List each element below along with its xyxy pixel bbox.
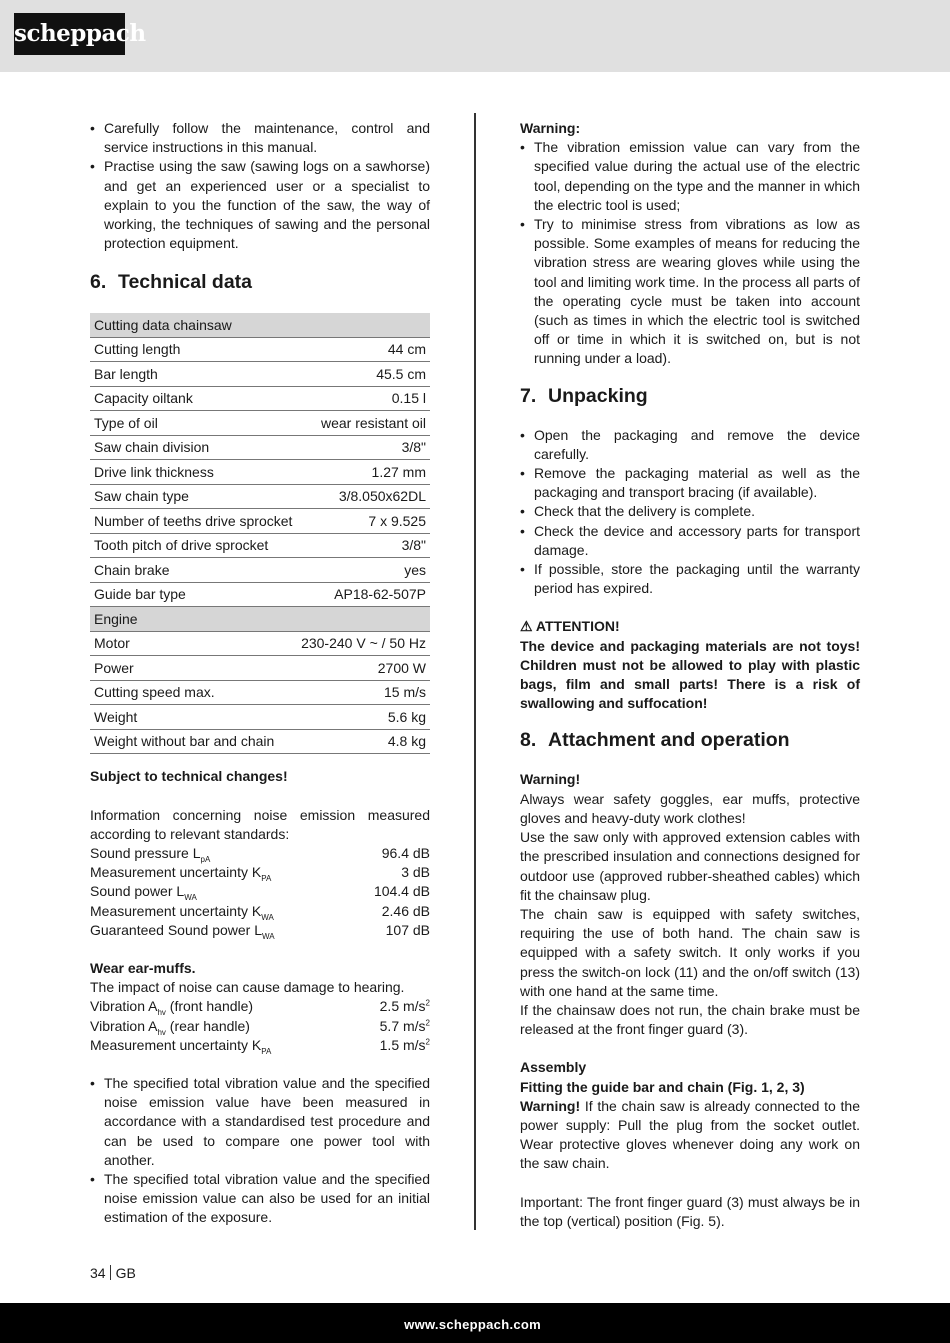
- brand-logo: scheppach: [14, 13, 125, 55]
- table-group-header: Cutting data chainsaw: [90, 313, 430, 337]
- ear-text: The impact of noise can cause damage to hearing.: [90, 979, 405, 996]
- table-cell-value: 3/8": [297, 533, 430, 558]
- table-row: [90, 558, 430, 583]
- table-cell-label: Cutting length: [90, 337, 297, 362]
- table-cell-value: 15 m/s: [297, 680, 430, 705]
- table-cell-label: Power: [90, 656, 297, 681]
- table-cell-value: 4.8 kg: [297, 729, 430, 754]
- warning2-label: Warning!: [520, 771, 581, 788]
- section-heading-attachment: 8. Attachment and operation: [520, 729, 790, 752]
- attention-label: ⚠ ATTENTION!: [520, 618, 620, 635]
- value-amount: 96.4 dB: [381, 845, 430, 862]
- list-item: • Practise using the saw (sawing logs on a sawhorse) and get an experienced user or a specialist to explain to you the function of the saw, the way of working, the techniques of sawing and the personal protection equipment.: [90, 157, 430, 253]
- table-cell-label: Type of oil: [90, 411, 297, 436]
- table-row: [90, 729, 430, 754]
- table-cell-value: 44 cm: [297, 337, 430, 362]
- value-row: [90, 921, 430, 940]
- column-divider: [474, 113, 476, 1230]
- list-item: • Check the device and accessory parts for transport damage.: [520, 522, 860, 560]
- value-label: Measurement uncertainty $K_{PA}$: [90, 864, 272, 884]
- table-cell-value: 7 x 9.525: [297, 509, 430, 534]
- paragraph: Use the saw only with approved extension cables with the prescribed insulation and connections designed for outdoor use (approved rubber-sheathed cables) which fit the chainsaw plug.: [520, 829, 860, 903]
- paragraph: Always wear safety goggles, ear muffs, protective gloves and heavy-duty work clothes!: [520, 790, 860, 826]
- list-item: • The specified total vibration value and the specified noise emission value can also be used for an initial estimation of the exposure.: [90, 1170, 430, 1228]
- table-cell-label: Drive link thickness: [90, 460, 297, 485]
- table-cell-label: Weight: [90, 705, 297, 730]
- list-item: • The specified total vibration value and the specified noise emission value have been measured in accordance with a standardised test procedure and can be used to compare one power tool with another.: [90, 1074, 430, 1170]
- list-item: • If possible, store the packaging until the warranty period has expired.: [520, 560, 860, 598]
- ear-heading: Wear ear-muffs.: [90, 960, 196, 977]
- footer-bar: [0, 1303, 950, 1343]
- list-item: • The vibration emission value can vary from the specified value during the actual use of the electric tool, depending on the type and the manner in which the electric tool is used;: [520, 138, 860, 215]
- table-cell-value: 5.6 kg: [297, 705, 430, 730]
- intro-list: [90, 119, 430, 253]
- list-item: • Try to minimise stress from vibrations as low as possible. Some examples of means for reducing the vibration stress are wearing gloves while using the tool and limiting work time. In the process all parts of the operating cycle must be taken into account (such as times in which the electric tool is switched off or time in which it is switched on, but is not running under a load).: [520, 215, 860, 369]
- table-cell-label: Saw chain division: [90, 435, 297, 460]
- table-cell-label: Motor: [90, 631, 297, 656]
- table-cell-value: 230-240 V ~ / 50 Hz: [297, 631, 430, 656]
- value-row: [90, 902, 430, 921]
- table-row: [90, 460, 430, 485]
- section-heading-technical-data: 6. Technical data: [90, 271, 253, 294]
- value-label: Measurement uncertainty $K_{PA}$: [90, 1036, 272, 1056]
- website-link[interactable]: www.scheppach.com: [404, 1317, 541, 1332]
- value-label: Measurement uncertainty $K_{WA}$: [90, 902, 274, 922]
- table-cell-value: 3/8.050x62DL: [297, 484, 430, 509]
- table-cell-value: 1.27 mm: [297, 460, 430, 485]
- table-cell-label: Saw chain type: [90, 484, 297, 509]
- table-row: [90, 386, 430, 411]
- table-cell-label: Tooth pitch of drive sprocket: [90, 533, 297, 558]
- value-label: Vibration $A_{hv}$ (front handle): [90, 998, 254, 1018]
- table-cell-label: Chain brake: [90, 558, 297, 583]
- attention-text: The device and packaging materials are not toys! Children must not be allowed to play with plastic bags, film and small parts! There is a risk of swallowing and suffocation!: [520, 637, 860, 712]
- list-item: • Check that the delivery is complete.: [520, 502, 860, 521]
- table-cell-value: AP18-62-507P: [297, 582, 430, 607]
- table-row: [90, 656, 430, 681]
- table-row: [90, 411, 430, 436]
- table-cell-value: 0.15 l: [297, 386, 430, 411]
- table-cell-label: Bar length: [90, 362, 297, 387]
- table-row: [90, 680, 430, 705]
- list-item: • Open the packaging and remove the device carefully.: [520, 426, 860, 464]
- table-cell-label: Guide bar type: [90, 582, 297, 607]
- list-item: • Carefully follow the maintenance, control and service instructions in this manual.: [90, 119, 430, 157]
- value-label: Guaranteed Sound power $L_{WA}$: [90, 921, 275, 941]
- value-amount: 5.7 $m/s^2$: [379, 1017, 430, 1034]
- value-row: [90, 863, 430, 882]
- value-row: [90, 844, 430, 863]
- unpack-list: [520, 426, 860, 599]
- table-cell-value: 45.5 cm: [297, 362, 430, 387]
- table-row: [90, 484, 430, 509]
- list-item: • Remove the packaging material as well as the packaging and transport bracing (if available).: [520, 464, 860, 502]
- table-row: [90, 631, 430, 656]
- fitting-label: Fitting the guide bar and chain (Fig. 1, 2, 3): [520, 1078, 805, 1095]
- value-amount: 104.4 dB: [373, 883, 430, 900]
- value-amount: 3 dB: [401, 864, 430, 881]
- table-group-header: Engine: [90, 607, 430, 632]
- table-cell-label: Capacity oiltank: [90, 386, 297, 411]
- value-amount: 1.5 $m/s^2$: [379, 1036, 430, 1053]
- warning-label: Warning:: [520, 120, 581, 136]
- assembly-label: Assembly: [520, 1059, 587, 1076]
- table-cell-value: 3/8": [297, 435, 430, 460]
- page-number: 34 GB: [90, 1265, 136, 1281]
- value-row: [90, 997, 430, 1016]
- table-cell-label: Weight without bar and chain: [90, 729, 297, 754]
- right-column: [520, 119, 860, 1231]
- left-column: [90, 119, 430, 1228]
- fitting-warning: Warning! If the chain saw is already connected to the power supply: Pull the plug from the socket outlet. Wear protective gloves whenever doing any work on the saw chain.: [520, 1097, 860, 1172]
- value-label: Sound pressure $L_{pA}$: [90, 845, 211, 864]
- table-cell-value: wear resistant oil: [297, 411, 430, 436]
- table-row: [90, 582, 430, 607]
- important-note: Important: The front finger guard (3) must always be in the top (vertical) position (Fig. 5).: [520, 1193, 860, 1229]
- table-row: [90, 435, 430, 460]
- warning-list: [520, 138, 860, 368]
- header-bar: [0, 0, 950, 72]
- table-cell-label: Cutting speed max.: [90, 680, 297, 705]
- table-cell-value: 2700 W: [297, 656, 430, 681]
- table-row: [90, 509, 430, 534]
- value-amount: 2.5 $m/s^2$: [379, 998, 430, 1015]
- table-row: [90, 337, 430, 362]
- vibration-values: [90, 997, 430, 1055]
- value-amount: 2.46 dB: [381, 902, 430, 919]
- value-amount: 107 dB: [385, 921, 430, 938]
- value-row: [90, 1017, 430, 1036]
- paragraph: If the chainsaw does not run, the chain brake must be released at the front finger guard (3).: [520, 1001, 860, 1038]
- noise-intro: Information concerning noise emission measured according to relevant standards:: [90, 806, 430, 842]
- table-row: [90, 705, 430, 730]
- value-label: Sound power $L_{WA}$: [90, 883, 197, 903]
- noise-values: [90, 844, 430, 940]
- section-heading-unpacking: 7. Unpacking: [520, 384, 648, 407]
- table-cell-value: yes: [297, 558, 430, 583]
- table-row: [90, 362, 430, 387]
- end-list: [90, 1074, 430, 1228]
- table-row: [90, 533, 430, 558]
- table-cell-label: Number of teeths drive sprocket: [90, 509, 297, 534]
- subject-note: Subject to technical changes!: [90, 768, 288, 785]
- paragraph: The chain saw is equipped with safety switches, requiring the use of both hand. The chain saw is equipped with a safety switch. It only works if you press the switch-on lock (11) and the on/off switch (13) with one hand at the same time.: [520, 905, 860, 999]
- value-label: Vibration $A_{hv}$ (rear handle): [90, 1017, 250, 1037]
- technical-data-table: [90, 313, 430, 754]
- value-row: [90, 1036, 430, 1055]
- value-row: [90, 882, 430, 901]
